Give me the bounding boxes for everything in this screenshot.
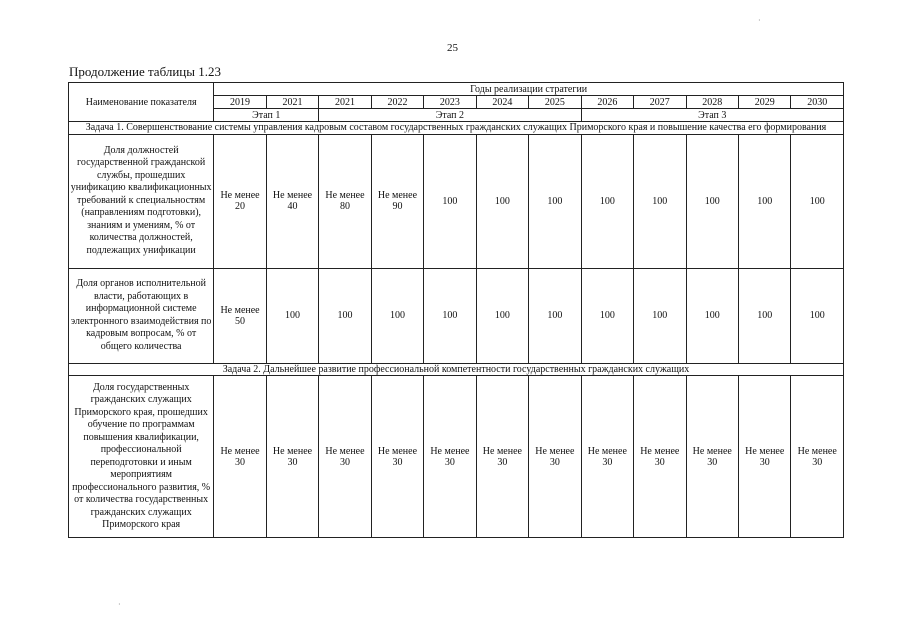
task-title: Задача 2. Дальнейшее развитие профессиональной компетентности государственных гражданских служащих <box>69 363 844 376</box>
table-cell: Не менее 30 <box>424 376 476 538</box>
table-cell: Не менее 40 <box>266 134 318 268</box>
year-header: 2026 <box>581 96 633 109</box>
table-cell: 100 <box>686 134 738 268</box>
indicator-name: Доля государственных гражданских служащих Приморского края, прошедших обучение по программам повышения квалификации, профессиональной переподготовки и иным мероприятиям профессионального развития, % от количества государственных гражданских служащих Приморского края <box>69 376 214 538</box>
year-header: 2030 <box>791 96 844 109</box>
stage-header: Этап 2 <box>319 109 581 122</box>
table-cell: Не менее 30 <box>476 376 528 538</box>
year-header: 2029 <box>738 96 790 109</box>
table-cell: 100 <box>738 134 790 268</box>
year-header: 2021 <box>266 96 318 109</box>
year-header: 2024 <box>476 96 528 109</box>
table-cell: Не менее 30 <box>634 376 686 538</box>
table-cell: 100 <box>476 268 528 363</box>
table-cell: 100 <box>529 268 581 363</box>
table-cell: 100 <box>424 134 476 268</box>
table-cell: Не менее 30 <box>371 376 423 538</box>
table-cell: Не менее 20 <box>214 134 266 268</box>
table-row <box>69 268 844 363</box>
year-header: 2028 <box>686 96 738 109</box>
table-cell: Не менее 80 <box>319 134 371 268</box>
table-cell: 100 <box>738 268 790 363</box>
page-number: 25 <box>447 42 458 54</box>
table-cell: 100 <box>791 134 844 268</box>
table-cell: 100 <box>529 134 581 268</box>
scan-speck: · <box>118 600 121 609</box>
table-cell: Не менее 30 <box>581 376 633 538</box>
table-cell: 100 <box>791 268 844 363</box>
header-row-years-title <box>69 83 844 96</box>
indicators-table <box>68 82 844 538</box>
task-row <box>69 122 844 135</box>
indicator-column-header: Наименование показателя <box>69 83 214 122</box>
stage-header: Этап 3 <box>581 109 843 122</box>
table-cell: 100 <box>581 134 633 268</box>
table-row <box>69 134 844 268</box>
table-cell: Не менее 30 <box>266 376 318 538</box>
table-cell: 100 <box>686 268 738 363</box>
indicator-name: Доля органов исполнительной власти, работающих в информационной системе электронного взаимодействия по кадровым вопросам, % от общего количества <box>69 268 214 363</box>
table-cell: Не менее 30 <box>686 376 738 538</box>
table-cell: 100 <box>371 268 423 363</box>
table-cell: Не менее 30 <box>319 376 371 538</box>
table-cell: 100 <box>424 268 476 363</box>
indicator-name: Доля должностей государственной гражданской службы, прошедших унификацию квалификационных требований к специальностям (направлениям подготовки), знаниям и умениям, % от количества должностей, подлежащих унификации <box>69 134 214 268</box>
table-cell: Не менее 30 <box>214 376 266 538</box>
task-title: Задача 1. Совершенствование системы управления кадровым составом государственных гражданских служащих Приморского края и повышение качества его формирования <box>69 122 844 135</box>
table-cell: 100 <box>634 268 686 363</box>
table-body <box>69 83 844 538</box>
year-header: 2023 <box>424 96 476 109</box>
table-cell: 100 <box>266 268 318 363</box>
year-header: 2027 <box>634 96 686 109</box>
stage-header: Этап 1 <box>214 109 319 122</box>
table-cell: 100 <box>634 134 686 268</box>
year-header: 2025 <box>529 96 581 109</box>
table-cell: Не менее 50 <box>214 268 266 363</box>
year-header: 2022 <box>371 96 423 109</box>
table-row <box>69 376 844 538</box>
table-cell: Не менее 90 <box>371 134 423 268</box>
year-header: 2021 <box>319 96 371 109</box>
table-cell: 100 <box>476 134 528 268</box>
years-title: Годы реализации стратегии <box>214 83 844 96</box>
table-caption: Продолжение таблицы 1.23 <box>69 64 221 79</box>
table-cell: 100 <box>319 268 371 363</box>
scan-speck: · <box>758 16 761 25</box>
table-cell: Не менее 30 <box>791 376 844 538</box>
table-cell: Не менее 30 <box>529 376 581 538</box>
table-cell: 100 <box>581 268 633 363</box>
year-header: 2019 <box>214 96 266 109</box>
table-cell: Не менее 30 <box>738 376 790 538</box>
task-row <box>69 363 844 376</box>
